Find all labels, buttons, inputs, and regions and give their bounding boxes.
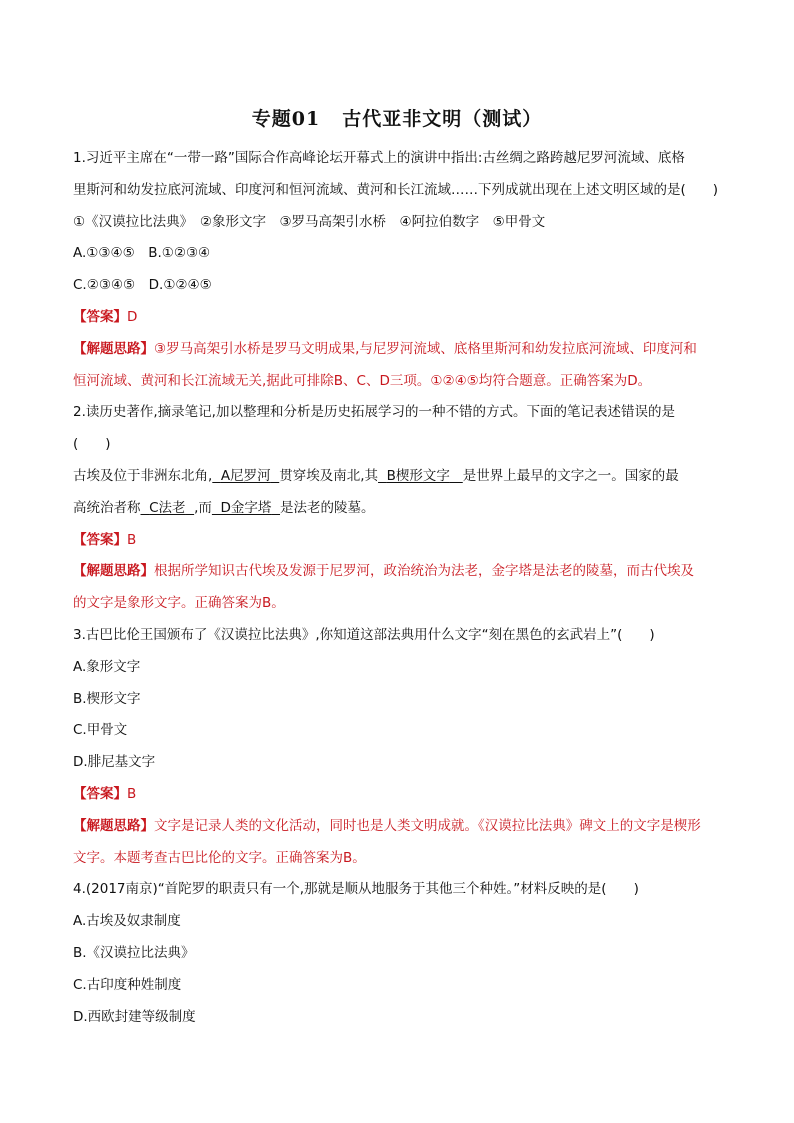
q2-stem-line1: 2.读历史著作,摘录笔记,加以整理和分析是历史拓展学习的一种不错的方式。下面的笔记表述错误的是: [73, 404, 675, 421]
blank-a-text: A尼罗河: [220, 467, 271, 484]
q3-answer: [73, 779, 723, 811]
analysis-text: ③罗马高架引水桥是罗马文明成果,与尼罗河流域、底格里斯河和幼发拉底河流域、印度河和: [154, 340, 697, 357]
analysis-text: 根据所学知识古代埃及发源于尼罗河，政治统治为法老，金字塔是法老的陵墓，而古代埃及: [154, 563, 694, 580]
q1-answer: [73, 302, 723, 334]
answer-value: B: [127, 531, 137, 548]
q2-stem-line2: ( ): [73, 436, 111, 453]
q1-options-cd: C.②③④⑤ D.①②④⑤: [73, 277, 212, 294]
notes-text: 是法老的陵墓。: [280, 499, 375, 516]
q2-analysis-line2: 的文字是象形文字。正确答案为B。: [73, 595, 285, 612]
analysis-text: 文字是记录人类的文化活动，同时也是人类文明成就。《汉谟拉比法典》碑文上的文字是楔形: [154, 817, 701, 834]
q1-analysis-line1: [73, 334, 723, 366]
q4-option-d: D.西欧封建等级制度: [73, 1008, 196, 1025]
q1-analysis-line2: 恒河流域、黄河和长江流域无关,据此可排除B、C、D三项。①②④⑤均符合题意。正确答案为D。: [73, 372, 652, 389]
q3-analysis-line2: 文字。本题考查古巴比伦的文字。正确答案为B。: [73, 849, 366, 866]
analysis-tag: 【解题思路】: [73, 563, 154, 580]
q4-option-b: B.《汉谟拉比法典》: [73, 944, 195, 961]
blank-c: [141, 500, 195, 516]
q1-items: ①《汉谟拉比法典》 ②象形文字 ③罗马高架引水桥 ④阿拉伯数字 ⑤甲骨文: [73, 213, 546, 230]
analysis-tag: 【解题思路】: [73, 817, 154, 834]
q1-stem-line2: 里斯河和幼发拉底河流域、印度河和恒河流域、黄河和长江流域……下列成就出现在上述文明区域的是( ): [73, 181, 719, 198]
q2-notes-line2: [73, 493, 723, 525]
notes-text: 贯穿埃及南北,其: [279, 467, 379, 484]
blank-d-text: D金字塔: [220, 499, 272, 516]
answer-value: B: [127, 785, 137, 802]
answer-value: D: [127, 308, 138, 325]
title-text: 古代亚非文明（测试）: [342, 108, 543, 130]
blank-c-text: C法老: [149, 499, 186, 516]
blank-b-text: B楔形文字: [386, 467, 450, 484]
q1-options-ab: A.①③④⑤ B.①②③④: [73, 245, 211, 262]
q3-option-b: B.楔形文字: [73, 690, 141, 707]
q2-notes-line1: [73, 461, 723, 493]
notes-text: 高统治者称: [73, 499, 141, 516]
analysis-tag: 【解题思路】: [73, 340, 154, 357]
answer-tag: 【答案】: [73, 308, 127, 325]
notes-text: 是世界上最早的文字之一。国家的最: [462, 467, 679, 484]
q3-analysis-line1: [73, 811, 723, 843]
notes-text: 古埃及位于非洲东北角,: [73, 467, 213, 484]
q4-option-a: A.古埃及奴隶制度: [73, 913, 181, 930]
blank-a: [212, 468, 279, 484]
notes-text: ,而: [194, 499, 212, 516]
q1-stem-line1: 1.习近平主席在“一带一路”国际合作高峰论坛开幕式上的演讲中指出:古丝绸之路跨越尼罗河流域、底格: [73, 150, 685, 166]
q3-option-a: A.象形文字: [73, 658, 141, 675]
q2-analysis-line1: [73, 556, 723, 588]
q3-option-d: D.腓尼基文字: [73, 754, 156, 771]
page-title: [0, 104, 794, 131]
q2-answer: [73, 525, 723, 557]
q4-option-c: C.古印度种姓制度: [73, 976, 182, 993]
title-code: 专题01: [251, 108, 321, 130]
q4-stem: 4.(2017南京)“首陀罗的职责只有一个,那就是顺从地服务于其他三个种姓。”材料反映的是( ): [73, 881, 639, 898]
answer-tag: 【答案】: [73, 785, 127, 802]
blank-b: [378, 468, 463, 484]
q3-option-c: C.甲骨文: [73, 722, 128, 739]
q3-stem: 3.古巴比伦王国颁布了《汉谟拉比法典》,你知道这部法典用什么文字“刻在黑色的玄武岩上”( ): [73, 626, 655, 643]
blank-d: [212, 500, 280, 516]
question-list: [73, 143, 723, 1033]
answer-tag: 【答案】: [73, 531, 127, 548]
